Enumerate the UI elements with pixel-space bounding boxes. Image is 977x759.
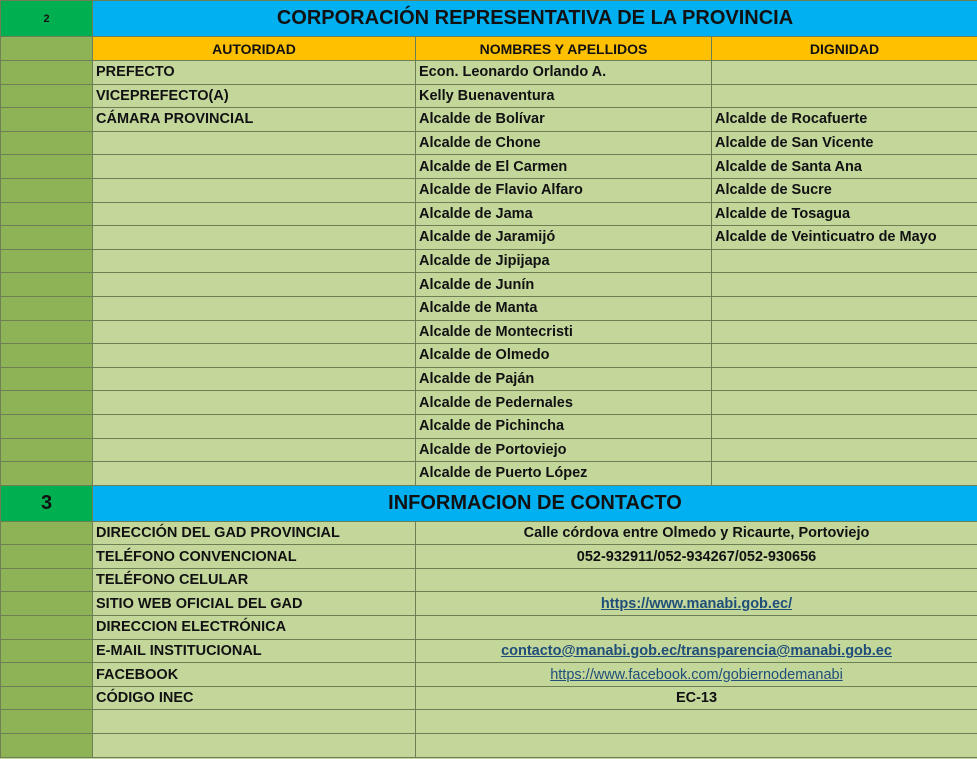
column-header-authority: AUTORIDAD	[93, 37, 416, 61]
authority-cell	[93, 414, 416, 438]
name-cell: Alcalde de Olmedo	[416, 344, 712, 368]
row-index-cell	[1, 639, 93, 663]
authority-cell	[93, 178, 416, 202]
contact-label-cell: CÓDIGO INEC	[93, 686, 416, 710]
row-index-cell	[1, 521, 93, 545]
table-row	[1, 155, 977, 179]
table-row	[1, 273, 977, 297]
authority-cell	[93, 438, 416, 462]
name-cell: Alcalde de El Carmen	[416, 155, 712, 179]
contact-value-cell	[416, 616, 977, 640]
name-cell: Kelly Buenaventura	[416, 84, 712, 108]
authority-cell	[93, 202, 416, 226]
dignity-cell: Alcalde de Santa Ana	[712, 155, 977, 179]
section-title: INFORMACION DE CONTACTO	[93, 485, 977, 521]
dignity-cell	[712, 249, 977, 273]
authority-cell	[93, 155, 416, 179]
section-number: 3	[1, 485, 93, 521]
dignity-cell: Alcalde de Sucre	[712, 178, 977, 202]
table-row	[1, 84, 977, 108]
row-index-cell	[1, 178, 93, 202]
row-index-cell	[1, 273, 93, 297]
table-row	[1, 414, 977, 438]
contact-label-cell: FACEBOOK	[93, 663, 416, 687]
dignity-cell	[712, 391, 977, 415]
name-cell: Alcalde de Jama	[416, 202, 712, 226]
authority-cell	[93, 344, 416, 368]
dignity-cell: Alcalde de Tosagua	[712, 202, 977, 226]
contact-label-cell	[93, 734, 416, 758]
dignity-cell	[712, 61, 977, 85]
contact-label-cell: E-MAIL INSTITUCIONAL	[93, 639, 416, 663]
table-row	[1, 568, 977, 592]
contact-value-cell	[416, 734, 977, 758]
contact-label-cell: SITIO WEB OFICIAL DEL GAD	[93, 592, 416, 616]
table-row	[1, 131, 977, 155]
contact-value-cell	[416, 710, 977, 734]
dignity-cell	[712, 438, 977, 462]
dignity-cell	[712, 296, 977, 320]
row-index-cell	[1, 249, 93, 273]
contact-value-cell	[416, 592, 977, 616]
row-index-cell	[1, 438, 93, 462]
table-row	[1, 226, 977, 250]
name-cell: Econ. Leonardo Orlando A.	[416, 61, 712, 85]
row-index-cell	[1, 37, 93, 61]
row-index-cell	[1, 84, 93, 108]
table-row	[1, 592, 977, 616]
name-cell: Alcalde de Montecristi	[416, 320, 712, 344]
row-index-cell	[1, 108, 93, 132]
dignity-cell	[712, 320, 977, 344]
table-row	[1, 391, 977, 415]
name-cell: Alcalde de Flavio Alfaro	[416, 178, 712, 202]
authority-cell	[93, 273, 416, 297]
row-index-cell	[1, 296, 93, 320]
contact-label-cell	[93, 710, 416, 734]
contact-link[interactable]: contacto@manabi.gob.ec/transparencia@manabi.gob.ec	[501, 642, 892, 659]
row-index-cell	[1, 391, 93, 415]
section-contact	[1, 485, 977, 757]
contact-label-cell: TELÉFONO CELULAR	[93, 568, 416, 592]
section-number: 2	[1, 1, 93, 37]
contact-value-cell	[416, 639, 977, 663]
row-index-cell	[1, 155, 93, 179]
contact-label-cell: DIRECCION ELECTRÓNICA	[93, 616, 416, 640]
contact-value-cell	[416, 568, 977, 592]
table-row	[1, 320, 977, 344]
authority-cell	[93, 462, 416, 486]
authority-cell: VICEPREFECTO(A)	[93, 84, 416, 108]
authority-cell	[93, 226, 416, 250]
row-index-cell	[1, 592, 93, 616]
name-cell: Alcalde de Jaramijó	[416, 226, 712, 250]
row-index-cell	[1, 663, 93, 687]
dignity-cell	[712, 344, 977, 368]
authority-cell	[93, 296, 416, 320]
authority-cell	[93, 131, 416, 155]
row-index-cell	[1, 616, 93, 640]
contact-link[interactable]: https://www.facebook.com/gobiernodemanabi	[550, 666, 843, 683]
dignity-cell	[712, 462, 977, 486]
name-cell: Alcalde de Jipijapa	[416, 249, 712, 273]
name-cell: Alcalde de Pedernales	[416, 391, 712, 415]
dignity-cell: Alcalde de San Vicente	[712, 131, 977, 155]
column-header-dignity: DIGNIDAD	[712, 37, 977, 61]
table-row	[1, 616, 977, 640]
authority-cell	[93, 391, 416, 415]
contact-value-cell: Calle córdova entre Olmedo y Ricaurte, Portoviejo	[416, 521, 977, 545]
authority-cell	[93, 320, 416, 344]
name-cell: Alcalde de Paján	[416, 367, 712, 391]
section-authorities	[1, 1, 977, 486]
column-header-names: NOMBRES Y APELLIDOS	[416, 37, 712, 61]
row-index-cell	[1, 710, 93, 734]
table-row	[1, 639, 977, 663]
table-row	[1, 734, 977, 758]
name-cell: Alcalde de Portoviejo	[416, 438, 712, 462]
section-title: CORPORACIÓN REPRESENTATIVA DE LA PROVINCIA	[93, 1, 977, 37]
dignity-cell	[712, 367, 977, 391]
section-2-title-row	[1, 1, 977, 37]
section-3-title-row	[1, 485, 977, 521]
row-index-cell	[1, 545, 93, 569]
row-index-cell	[1, 131, 93, 155]
table-row	[1, 521, 977, 545]
table-row	[1, 663, 977, 687]
name-cell: Alcalde de Puerto López	[416, 462, 712, 486]
row-index-cell	[1, 226, 93, 250]
authority-cell	[93, 249, 416, 273]
row-index-cell	[1, 414, 93, 438]
table-row	[1, 462, 977, 486]
table-row	[1, 108, 977, 132]
authority-cell	[93, 367, 416, 391]
table-row	[1, 296, 977, 320]
dignity-cell	[712, 84, 977, 108]
authority-cell: PREFECTO	[93, 61, 416, 85]
contact-label-cell: TELÉFONO CONVENCIONAL	[93, 545, 416, 569]
contact-label-cell: DIRECCIÓN DEL GAD PROVINCIAL	[93, 521, 416, 545]
table-row	[1, 249, 977, 273]
row-index-cell	[1, 320, 93, 344]
table-row	[1, 686, 977, 710]
row-index-cell	[1, 686, 93, 710]
contact-value-cell: 052-932911/052-934267/052-930656	[416, 545, 977, 569]
table-row	[1, 545, 977, 569]
name-cell: Alcalde de Bolívar	[416, 108, 712, 132]
table-row	[1, 61, 977, 85]
row-index-cell	[1, 344, 93, 368]
row-index-cell	[1, 734, 93, 758]
table-row	[1, 367, 977, 391]
row-index-cell	[1, 202, 93, 226]
row-index-cell	[1, 61, 93, 85]
name-cell: Alcalde de Chone	[416, 131, 712, 155]
table-row	[1, 438, 977, 462]
table-row	[1, 202, 977, 226]
dignity-cell: Alcalde de Rocafuerte	[712, 108, 977, 132]
row-index-cell	[1, 462, 93, 486]
contact-value-cell	[416, 663, 977, 687]
contact-link[interactable]: https://www.manabi.gob.ec/	[600, 595, 793, 612]
table-row	[1, 710, 977, 734]
column-header-row	[1, 37, 977, 61]
authority-cell: CÁMARA PROVINCIAL	[93, 108, 416, 132]
dignity-cell: Alcalde de Veinticuatro de Mayo	[712, 226, 977, 250]
name-cell: Alcalde de Junín	[416, 273, 712, 297]
name-cell: Alcalde de Manta	[416, 296, 712, 320]
dignity-cell	[712, 414, 977, 438]
dignity-cell	[712, 273, 977, 297]
table-row	[1, 344, 977, 368]
row-index-cell	[1, 568, 93, 592]
name-cell: Alcalde de Pichincha	[416, 414, 712, 438]
table-row	[1, 178, 977, 202]
contact-value-cell: EC-13	[416, 686, 977, 710]
row-index-cell	[1, 367, 93, 391]
